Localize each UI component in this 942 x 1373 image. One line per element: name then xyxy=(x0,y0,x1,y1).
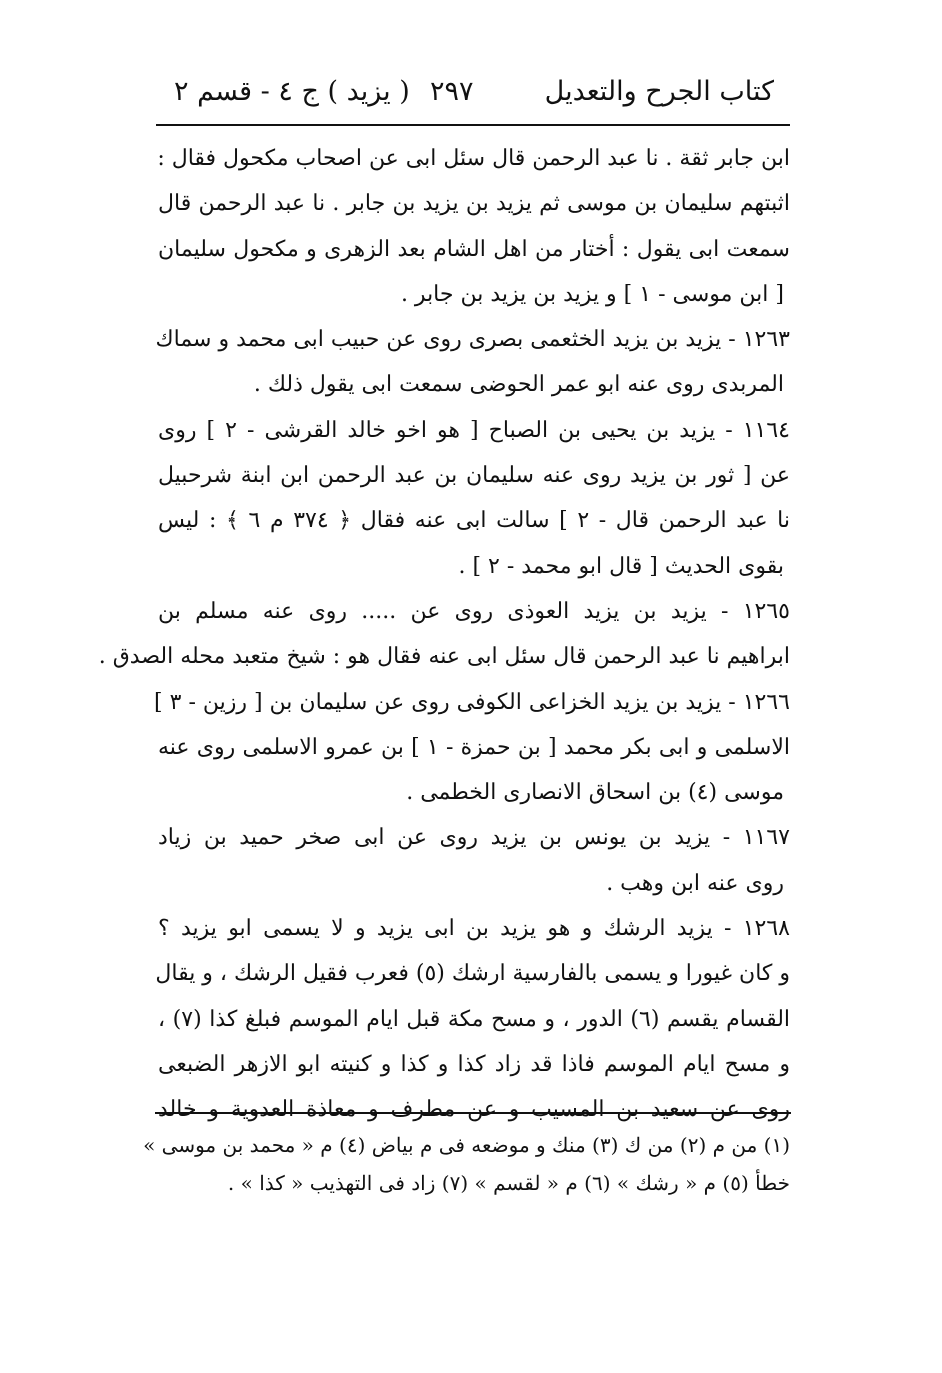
text-line: و كان غيورا و يسمى بالفارسية ارشك (٥) فعرب فقيل الرشك ، و يقال xyxy=(155,961,790,987)
entry-1265-line: ١٢٦٥ - يزيد بن يزيد العوذى روى عن ..... روى عنه مسلم بن xyxy=(158,598,790,624)
entry-1266-line: ١٢٦٦ - يزيد بن يزيد الخزاعى الكوفى روى عن سليمان بن [ رزين - ٣ ] xyxy=(154,689,790,715)
main-text xyxy=(98,136,791,1133)
text-line: موسى (٤) بن اسحاق الانصارى الخطمى . xyxy=(406,780,784,806)
page-header xyxy=(160,70,788,120)
entry-1167-line: ١١٦٧ - يزيد بن يونس بن يزيد روى عن ابى صخر حميد بن زياد xyxy=(158,825,790,851)
text-line: عن [ ثور بن يزيد روى عنه سليمان بن عبد الرحمن ابن ابنة شرحبيل xyxy=(158,463,790,489)
text-line: ابن جابر ثقة . نا عبد الرحمن قال سئل ابى عن اصحاب مكحول فقال : xyxy=(157,146,790,171)
footnote-rule xyxy=(155,1112,791,1114)
footnote-line: خطأ (٥) م « رشك » (٦) م « لقسم » (٧) زاد فى التهذيب « كذا » . xyxy=(227,1171,790,1195)
text-line: روى عنه ابن وهب . xyxy=(606,870,784,896)
text-line: اثبتهم سليمان بن موسى ثم يزيد بن يزيد بن جابر . نا عبد الرحمن قال xyxy=(158,191,790,217)
text-line: [ ابن موسى - ١ ] و يزيد بن يزيد بن جابر . xyxy=(400,281,784,307)
text-line: الاسلمى و ابى بكر محمد [ بن حمزة - ١ ] بن عمرو الاسلمى روى عنه xyxy=(158,734,790,760)
text-line: و مسح ايام الموسم فاذا قد زاد كذا و كذا و كنيته ابو الازهر الضبعى xyxy=(158,1051,790,1077)
text-line: نا عبد الرحمن قال - ٢ ] سالت ابى عنه فقال ﴿ ٣٧٤ م ٦ ﴾ : ليس xyxy=(158,508,791,534)
section-label: ( يزيد ) ج ٤ - قسم ٢ xyxy=(174,76,410,107)
entry-1164-line: ١١٦٤ - يزيد بن يحيى بن الصباح [ هو اخو خالد القرشى - ٢ ] روى xyxy=(158,417,790,443)
text-line: ابراهيم نا عبد الرحمن قال سئل ابى عنه فقال هو : شيخ متعبد محله الصدق . xyxy=(98,644,790,670)
header-rule xyxy=(156,124,790,126)
footnotes xyxy=(143,1126,790,1202)
page-number: ٢٩٧ xyxy=(430,76,474,107)
text-line: سمعت ابى يقول : أختار من اهل الشام بعد الزهرى و مكحول سليمان xyxy=(158,236,790,262)
footnote-line: (١) من م (٢) من ك (٣) منك و موضعه فى م بياض (٤) م « محمد بن موسى » xyxy=(143,1133,790,1157)
entry-1268-line: ١٢٦٨ - يزيد الرشك و هو يزيد بن ابى يزيد و لا يسمى ابو يزيد ؟ xyxy=(158,916,790,942)
text-line: روى عن سعيد بن المسيب و عن مطرف و معاذة العدوية و خالد xyxy=(158,1097,790,1123)
text-line: القسام يقسم (٦) الدور ، و مسح مكة قبل ايام الموسم فبلغ كذا (٧) ، xyxy=(158,1006,791,1032)
book-title: كتاب الجرح والتعديل xyxy=(544,76,774,107)
text-line: المربدى روى عنه ابو عمر الحوضى سمعت ابى يقول ذلك . xyxy=(253,372,784,398)
entry-1263-line: ١٢٦٣ - يزيد بن يزيد الخثعمى بصرى روى عن حبيب ابى محمد و سماك xyxy=(155,327,790,353)
text-line: بقوى الحديث [ قال ابو محمد - ٢ ] . xyxy=(458,553,784,579)
